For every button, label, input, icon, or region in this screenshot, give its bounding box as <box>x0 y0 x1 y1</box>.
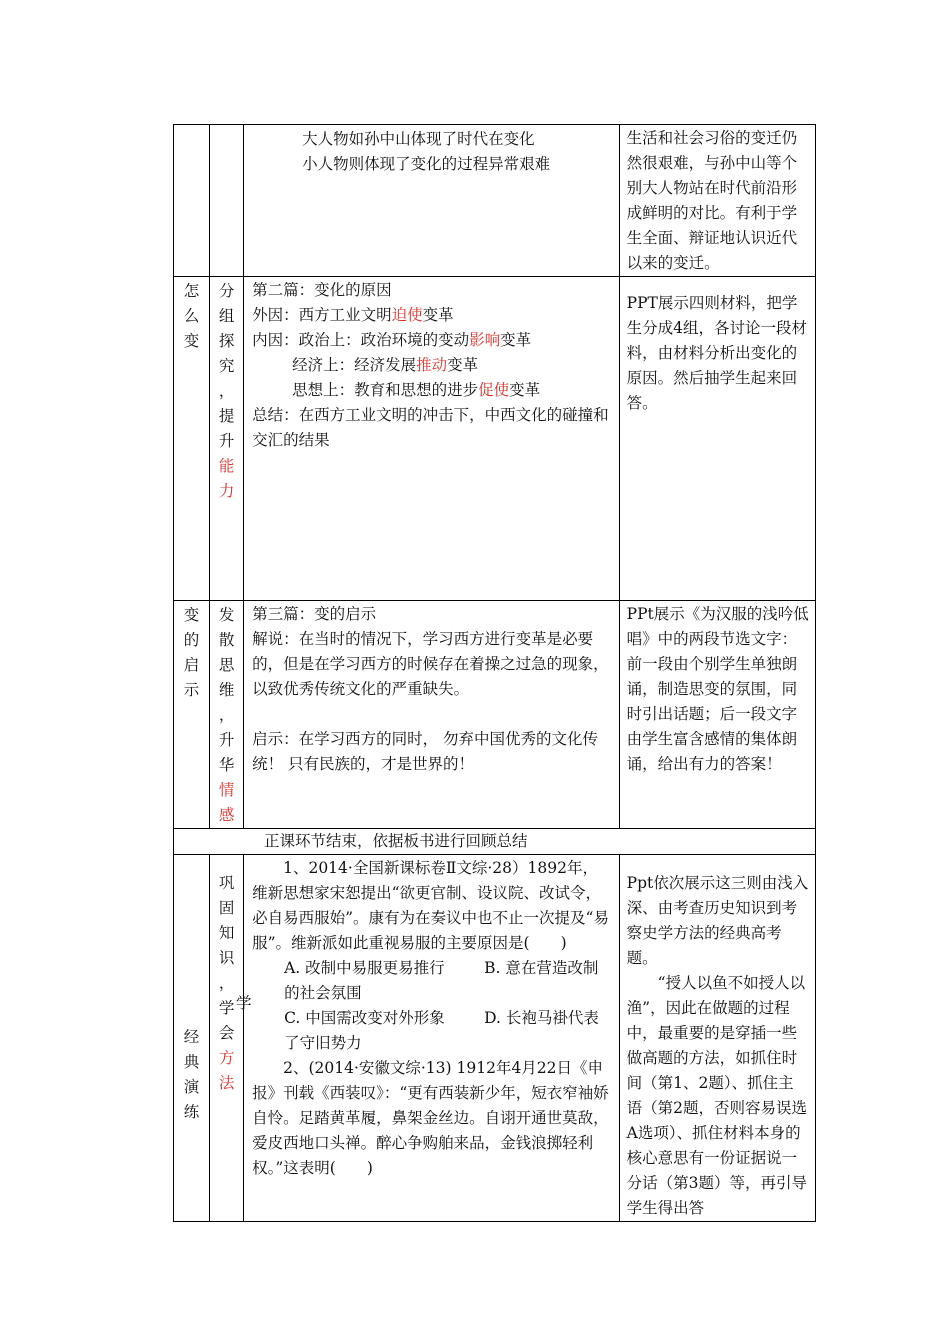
table-row <box>174 125 816 277</box>
row2-content-cell <box>244 277 620 601</box>
row2-note-cell <box>619 277 815 601</box>
row1-line-1: 大人物如孙中山体现了时代在变化 <box>302 130 535 148</box>
row5-note-paragraph-1: Ppt依次展示这三则由浅入深、由考查历史知识到考察史学方法的经典高考题。 <box>626 874 809 967</box>
question-1-options-cd <box>252 1006 613 1056</box>
row2-note-text: PPT展示四则材料，把学生分成4组，各讨论一段材料，由材料分析出变化的原因。然后抽学生起来回答。 <box>626 294 808 412</box>
activity-char: 思 <box>218 656 235 674</box>
stage-char: 典 <box>183 1053 200 1071</box>
activity-char: 探 <box>218 332 235 350</box>
activity-char: 分 <box>218 282 235 300</box>
row1-stage-cell <box>174 125 210 277</box>
floating-character: 学 <box>236 994 252 1012</box>
table-row <box>174 855 816 1222</box>
row3-content-cell <box>244 601 620 829</box>
activity-char: 维 <box>218 681 235 699</box>
activity-char: ， <box>218 382 235 400</box>
activity-char-highlight: 感 <box>218 806 235 824</box>
table-row <box>174 277 816 601</box>
row2-stage-cell <box>174 277 210 601</box>
activity-char: 固 <box>218 899 235 917</box>
row3-activity-cell <box>210 601 244 829</box>
activity-char-highlight: 方 <box>218 1049 235 1067</box>
stage-char: 示 <box>183 681 200 699</box>
activity-char: 学 <box>218 999 235 1017</box>
row5-stage-cell <box>174 855 210 1222</box>
row3-note-text: PPt展示《为汉服的浅吟低唱》中的两段节选文字：前一段由个别学生单独朗诵，制造思变的氛围，同时引出话题；后一段文字由学生富含感情的集体朗诵，给出有力的答案！ <box>626 605 809 773</box>
section-title: 第二篇：变化的原因 <box>252 281 392 299</box>
activity-char-highlight: 法 <box>218 1074 235 1092</box>
stage-char: 的 <box>183 631 200 649</box>
stage-char: 演 <box>183 1078 200 1096</box>
row1-line-2: 小人物则体现了变化的过程异常艰难 <box>302 155 551 173</box>
row5-note-paragraph-2: “授人以鱼不如授人以渔”，因此在做题的过程中，最重要的是穿插一些做高题的方法，如抓住时间（第1、2题）、抓住主语（第2题，否则容易误选A选项）、抓住材料本身的核心意思有一份证据说一分话（第3题）等，再引导学生得出答 <box>626 974 808 1217</box>
explanation-text: 解说：在当时的情况下，学习西方进行变革是必要的，但是在学习西方的时候存在着操之过急的现象，以致优秀传统文化的严重缺失。 <box>252 630 609 698</box>
option-a: A. 改制中易服更易推行 <box>284 959 445 977</box>
activity-char: 知 <box>218 924 235 942</box>
activity-char-highlight: 能 <box>218 457 235 475</box>
stage-char: 练 <box>183 1103 200 1121</box>
stage-char: 变 <box>183 606 200 624</box>
activity-char: 巩 <box>218 874 235 892</box>
option-d: D. 长袍马褂代表了守旧势力 <box>284 1009 599 1052</box>
stage-char: 么 <box>183 307 200 325</box>
activity-char: 会 <box>218 1024 235 1042</box>
row5-activity-cell <box>210 855 244 1222</box>
activity-char: 升 <box>218 432 235 450</box>
activity-char: 组 <box>218 307 235 325</box>
external-cause: 外因：西方工业文明迫使变革 <box>252 306 454 324</box>
row1-content-cell <box>244 125 620 277</box>
stage-char: 怎 <box>183 282 200 300</box>
causes-summary: 总结：在西方工业文明的冲击下，中西文化的碰撞和交汇的结果 <box>252 406 609 449</box>
ideological-cause: 思想上：教育和思想的进步促使变革 <box>292 381 541 399</box>
table-row <box>174 829 816 855</box>
activity-char: 升 <box>218 731 235 749</box>
stage-char: 启 <box>183 656 200 674</box>
table-row <box>174 601 816 829</box>
internal-political-cause: 内因：政治上：政治环境的变动影响变革 <box>252 331 532 349</box>
activity-char: 提 <box>218 407 235 425</box>
row1-note-cell: 生活和社会习俗的变迁仍然很艰难，与孙中山等个别大人物站在时代前沿形成鲜明的对比。有利于学生全面、辩证地认识近代以来的变迁。 <box>619 125 815 277</box>
activity-char: ， <box>218 974 235 992</box>
question-1-options-ab <box>252 956 613 1006</box>
summary-cell: 正课环节结束，依据板书进行回顾总结 <box>174 829 816 855</box>
option-c: C. 中国需改变对外形象 <box>284 1009 445 1027</box>
inspiration-text: 启示：在学习西方的同时， 勿弃中国优秀的文化传统！ 只有民族的，才是世界的！ <box>252 730 599 773</box>
row5-content-cell <box>244 855 620 1222</box>
row3-note-cell <box>619 601 815 829</box>
activity-char: 发 <box>218 606 235 624</box>
activity-char: 究 <box>218 357 235 375</box>
row2-activity-cell <box>210 277 244 601</box>
activity-char: 散 <box>218 631 235 649</box>
section-title: 第三篇：变的启示 <box>252 605 377 623</box>
option-b: B. 意在营造改制的社会氛围 <box>284 959 599 1002</box>
activity-char: ， <box>218 706 235 724</box>
activity-char-highlight: 情 <box>218 781 235 799</box>
stage-char: 变 <box>183 332 200 350</box>
activity-char: 识 <box>218 949 235 967</box>
activity-char: 华 <box>218 756 235 774</box>
stage-char: 经 <box>183 1028 200 1046</box>
row3-stage-cell <box>174 601 210 829</box>
lesson-plan-table <box>173 124 816 1222</box>
row5-note-cell <box>619 855 815 1222</box>
activity-char-highlight: 力 <box>218 482 235 500</box>
economic-cause: 经济上：经济发展推动变革 <box>292 356 479 374</box>
question-1: 1、2014·全国新课标卷Ⅱ文综·28）1892年，维新思想家宋恕提出“欲更官制、设议院、改试令，必自易西服始”。康有为在奏议中也不止一次提及“易服”。维新派如此重视易服的主要原因是( ) <box>252 859 609 952</box>
row1-activity-cell <box>210 125 244 277</box>
question-2: 2、(2014·安徽文综·13) 1912年4月22日《申报》刊载《西装叹》：“更有西装新少年，短衣窄袖娇自怜。足踏黄革履，鼻架金丝边。自诩开通世莫敌，爱皮西地口头禅。醉心争购舶来品，金钱浪掷轻利权。”这表明( ) <box>252 1059 609 1177</box>
